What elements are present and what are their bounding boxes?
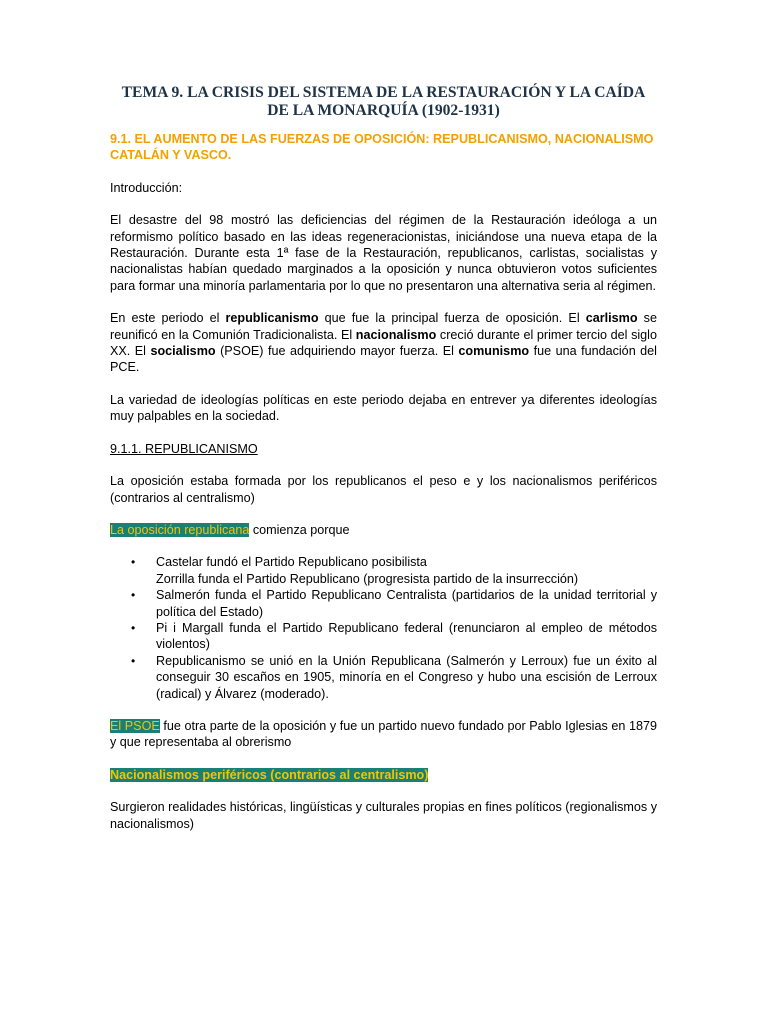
heading-peripheral-nationalisms: Nacionalismos periféricos (contrarios al centralismo) <box>110 767 429 782</box>
section-heading-republicanismo: 9.1.1. REPUBLICANISMO <box>110 441 258 456</box>
highlight-republican-opposition: La oposición republicana <box>110 522 250 537</box>
list-item: • Pi i Margall funda el Partido Republicano federal (renunciaron al empleo de métodos violentos) <box>131 620 657 652</box>
page-title: TEMA 9. LA CRISIS DEL SISTEMA DE LA RESTAURACIÓN Y LA CAÍDA DE LA MONARQUÍA (1902-1931) <box>121 84 646 119</box>
paragraph-republican-opposition: La oposición republicana comienza porque <box>110 522 350 537</box>
paragraph-opposition-forces: En este periodo el republicanismo que fue la principal fuerza de oposición. El carlismo se reunificó en la Comunión Tradicionalista. El nacionalismo creció durante el primer tercio del siglo XX. El socialismo (PSOE) fue adquiriendo mayor fuerza. El comunismo fue una fundación del PCE. <box>110 311 657 375</box>
intro-label: Introducción: <box>110 180 183 195</box>
republican-parties-list <box>110 554 657 702</box>
highlight-psoe: El PSOE <box>110 718 160 733</box>
list-item: • Castelar fundó el Partido Republicano posibilista Zorrilla funda el Partido Republicano (progresista partido de la insurrección) <box>131 555 579 586</box>
list-item: • Salmerón funda el Partido Republicano Centralista (partidarios de la unidad territorial y política del Estado) <box>131 588 657 619</box>
section-subtitle: 9.1. EL AUMENTO DE LAS FUERZAS DE OPOSICIÓN: REPUBLICANISMO, NACIONALISMO CATALÁN Y VASCO. <box>110 132 654 163</box>
paragraph-psoe: El PSOE fue otra parte de la oposición y fue un partido nuevo fundado por Pablo Iglesias en 1879 y que representaba al obrerismo <box>110 718 657 750</box>
document-body <box>110 84 657 848</box>
paragraph-ideologies: La variedad de ideologías políticas en este periodo dejaba en entrever ya diferentes ideologías muy palpables en la sociedad. <box>110 392 657 424</box>
paragraph-intro: El desastre del 98 mostró las deficiencias del régimen de la Restauración ideóloga a un reformismo político basado en las ideas regeneracionistas, iniciándose una nueva etapa de la Restauración. Durante esta 1ª fase de la Restauración, republicanos, carlistas, socialistas y nacionalistas habían quedado marginados a la oposición y nunca obtuvieron votos suficientes para formar una minoría parlamentaria por lo que no presentaron una alternativa seria al régimen. <box>110 213 657 293</box>
paragraph-nationalisms: Surgieron realidades históricas, lingüísticas y culturales propias en fines políticos (regionalismos y nacionalismos) <box>110 800 657 831</box>
paragraph-opposition-composition: La oposición estaba formada por los republicanos el peso e y los nacionalismos periféricos (contrarios al centralismo) <box>110 474 657 505</box>
list-item: • Republicanismo se unió en la Unión Republicana (Salmerón y Lerroux) fue un éxito al conseguir 30 escaños en 1905, minoría en el Congreso y hubo una escisión de Lerroux (radical) y Álvarez (moderado). <box>131 653 657 701</box>
